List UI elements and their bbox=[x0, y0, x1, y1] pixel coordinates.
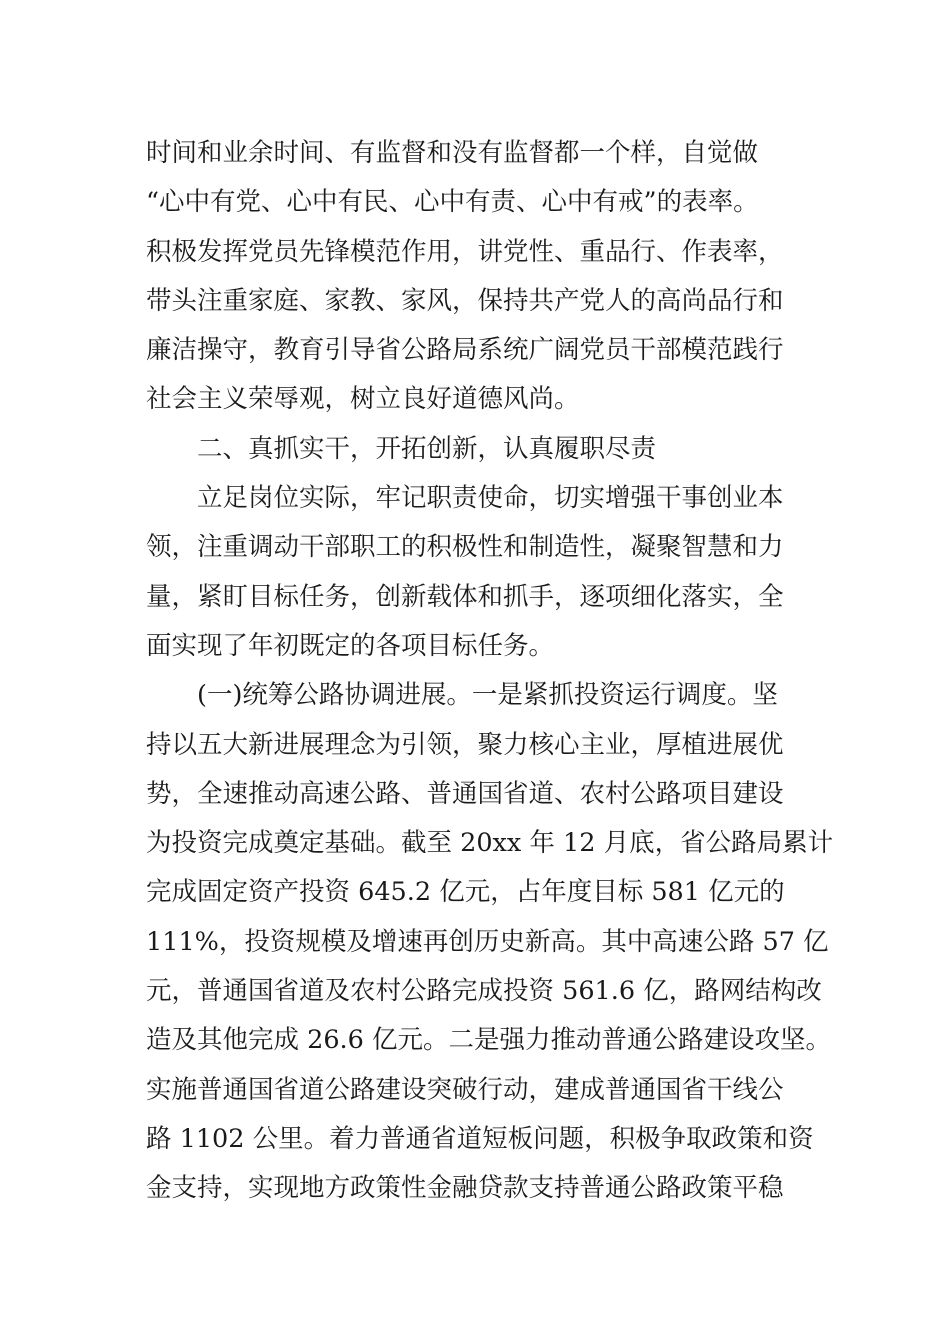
text-line: “心中有党、心中有民、心中有责、心中有戒”的表率。 bbox=[146, 187, 759, 218]
text-line: 完成固定资产投资 645.2 亿元，占年度目标 581 亿元的 bbox=[146, 877, 785, 908]
text-line: 二、真抓实干，开拓创新，认真履职尽责 bbox=[197, 433, 657, 464]
text-line: 路 1102 公里。着力普通省道短板问题，积极争取政策和资 bbox=[146, 1123, 814, 1154]
text-line: 社会主义荣辱观，树立良好道德风尚。 bbox=[146, 384, 580, 415]
text-line: 持以五大新进展理念为引领，聚力核心主业，厚植进展优 bbox=[146, 729, 784, 760]
text-line: 势，全速推动高速公路、普通国省道、农村公路项目建设 bbox=[146, 778, 784, 809]
text-line: 带头注重家庭、家教、家风，保持共产党人的高尚品行和 bbox=[146, 285, 784, 316]
text-line: (一)统筹公路协调进展。一是紧抓投资运行调度。坚 bbox=[197, 680, 778, 711]
text-line: 111%，投资规模及增速再创历史新高。其中高速公路 57 亿 bbox=[146, 926, 829, 957]
text-line: 造及其他完成 26.6 亿元。二是强力推动普通公路建设攻坚。 bbox=[146, 1025, 831, 1056]
text-line: 廉洁操守，教育引导省公路局系统广阔党员干部模范践行 bbox=[146, 335, 784, 366]
text-line: 领，注重调动干部职工的积极性和制造性，凝聚智慧和力 bbox=[146, 532, 784, 563]
text-line: 实施普通国省道公路建设突破行动，建成普通国省干线公 bbox=[146, 1074, 784, 1105]
text-line: 面实现了年初既定的各项目标任务。 bbox=[146, 630, 555, 661]
body-text bbox=[146, 129, 846, 1214]
text-line: 量，紧盯目标任务，创新载体和抓手，逐项细化落实，全 bbox=[146, 581, 784, 612]
text-line: 元，普通国省道及农村公路完成投资 561.6 亿，路网结构改 bbox=[146, 976, 822, 1007]
text-line: 金支持，实现地方政策性金融贷款支持普通公路政策平稳 bbox=[146, 1173, 784, 1204]
text-line: 积极发挥党员先锋模范作用，讲党性、重品行、作表率， bbox=[146, 236, 784, 267]
text-line: 立足岗位实际，牢记职责使命，切实增强干事创业本 bbox=[197, 483, 784, 514]
text-line: 时间和业余时间、有监督和没有监督都一个样，自觉做 bbox=[146, 138, 759, 168]
text-line: 为投资完成奠定基础。截至 20xx 年 12 月底，省公路局累计 bbox=[146, 828, 834, 859]
